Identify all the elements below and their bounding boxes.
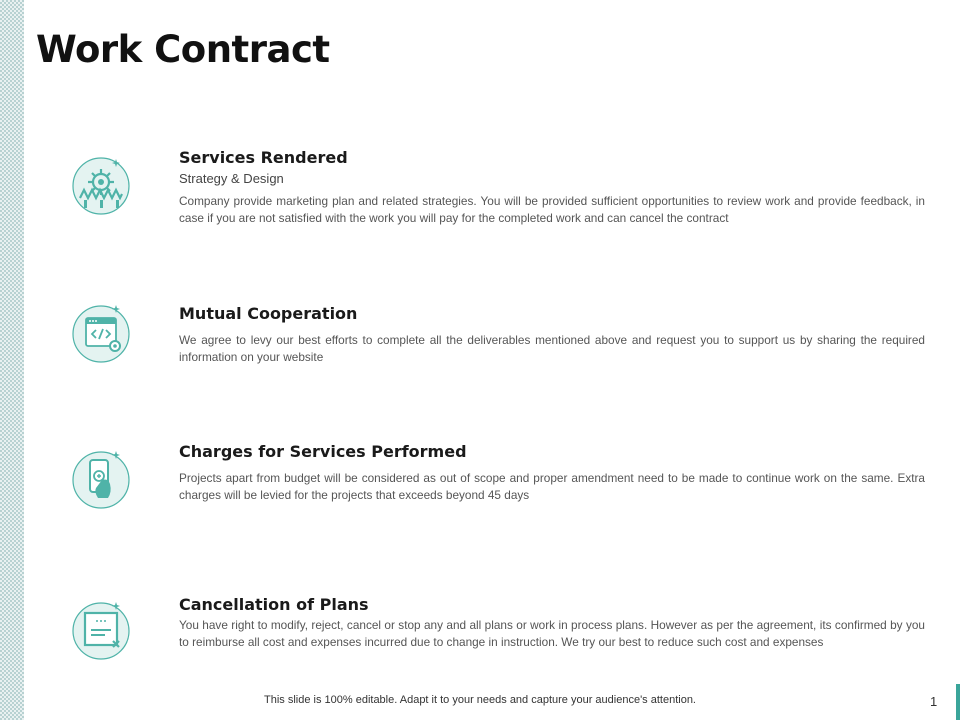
corner-accent-bar — [956, 684, 960, 720]
footer-note: This slide is 100% editable. Adapt it to your needs and capture your audience's attention. — [264, 694, 696, 706]
section-subheading: Strategy & Design — [179, 171, 284, 186]
section-heading: Services Rendered — [179, 148, 348, 167]
hand-phone-icon — [72, 450, 132, 510]
section-text — [179, 442, 925, 503]
section-heading: Mutual Cooperation — [179, 304, 358, 323]
section-text — [179, 595, 925, 650]
section-heading: Charges for Services Performed — [179, 442, 467, 461]
section-body: Projects apart from budget will be considered as out of scope and proper amendment need to be made to continue work on the same. Extra charges will be levied for the projects that exceeds beyond 45 days — [179, 471, 925, 502]
section-heading: Cancellation of Plans — [179, 595, 369, 614]
gear-chart-icon — [72, 156, 132, 216]
section-body: You have right to modify, reject, cancel or stop any and all plans or work in process plans. However as per the agreement, its confirmed by you to reimburse all cost and expenses incurred due to change in instruction. We try our best to reduce such cost and expenses — [179, 618, 925, 649]
section-body: Company provide marketing plan and related strategies. You will be provided sufficient opportunities to review work and provide feedback, in case if you are not satisfied with the work you will pay for the completed work and can cancel the contract — [179, 194, 925, 225]
section-text — [179, 304, 925, 365]
page-title: Work Contract — [36, 28, 330, 71]
section-text — [179, 148, 925, 226]
document-board-icon — [72, 601, 132, 661]
section-body: We agree to levy our best efforts to complete all the deliverables mentioned above and request you to support us by sharing the required information on your website — [179, 333, 925, 364]
side-pattern-strip — [0, 0, 24, 720]
page-number: 1 — [930, 694, 938, 709]
code-window-icon — [72, 304, 132, 364]
